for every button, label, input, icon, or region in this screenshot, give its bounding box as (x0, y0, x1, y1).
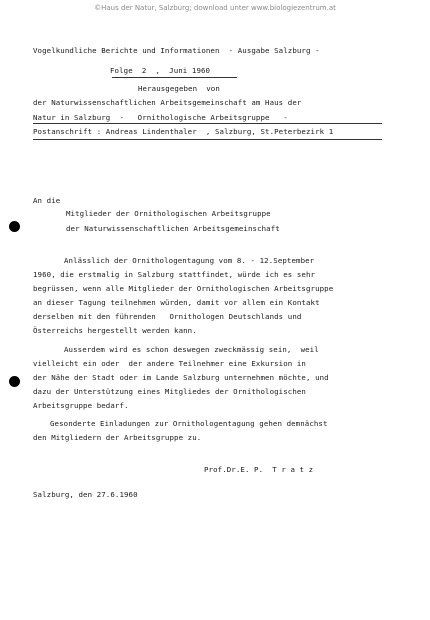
punch-hole-top (9, 221, 20, 232)
date-line: Salzburg, den 27.6.1960 (33, 490, 138, 499)
body-p2-line3: der Nähe der Stadt oder im Lande Salzburg unternehmen möchte, und (33, 373, 329, 382)
header-publisher-label: Herausgegeben von (138, 84, 220, 93)
body-p1-line6: Österreichs hergestellt werden kann. (33, 326, 197, 335)
header-rule-2 (33, 139, 382, 140)
issue-underline (112, 77, 237, 78)
body-p3-line1: Gesonderte Einladungen zur Ornithologentagung gehen demnächst (50, 419, 328, 428)
body-p1-line1: Anlässlich der Ornithologentagung vom 8. - 12.September (64, 256, 315, 265)
address-salutation: An die (33, 196, 61, 205)
address-recipient-line1: Mitglieder der Ornithologischen Arbeitsgruppe (66, 209, 271, 218)
body-p1-line5: derselben mit den führenden Ornithologen Deutschlands und (33, 312, 302, 321)
body-p2-line1: Ausserdem wird es schon deswegen zweckmässig sein, weil (64, 345, 319, 354)
body-p1-line3: begrüssen, wenn alle Mitglieder der Ornithologischen Arbeitsgruppe (33, 284, 334, 293)
header-title: Vogelkundliche Berichte und Informationen - Ausgabe Salzburg - (33, 46, 320, 55)
header-issue: Folge 2 , Juni 1960 (110, 66, 211, 75)
header-publisher-line2: Natur in Salzburg - Ornithologische Arbeitsgruppe - (33, 113, 288, 122)
header-rule-1 (33, 123, 382, 124)
body-p2-line5: Arbeitsgruppe bedarf. (33, 401, 129, 410)
punch-hole-bottom (9, 376, 20, 387)
signature: Prof.Dr.E. P. T r a t z (204, 465, 314, 474)
body-p3-line2: den Mitgliedern der Arbeitsgruppe zu. (33, 433, 202, 442)
header-publisher-line1: der Naturwissenschaftlichen Arbeitsgemeinschaft am Haus der (33, 98, 302, 107)
body-p2-line2: vielleicht ein oder der andere Teilnehmer eine Exkursion in (33, 359, 306, 368)
body-p2-line4: dazu der Unterstützung eines Mitgliedes der Ornithologischen (33, 387, 306, 396)
header-postal-address: Postanschrift : Andreas Lindenthaler , Salzburg, St.Peterbezirk 1 (33, 127, 334, 136)
body-p1-line4: an dieser Tagung teilnehmen würden, damit vor allem ein Kontakt (33, 298, 320, 307)
address-recipient-line2: der Naturwissenschaftlichen Arbeitsgemeinschaft (66, 224, 280, 233)
body-p1-line2: 1960, die erstmalig in Salzburg stattfindet, würde ich es sehr (33, 270, 316, 279)
watermark: ©Haus der Natur, Salzburg; download unter www.biologiezentrum.at (94, 4, 336, 12)
